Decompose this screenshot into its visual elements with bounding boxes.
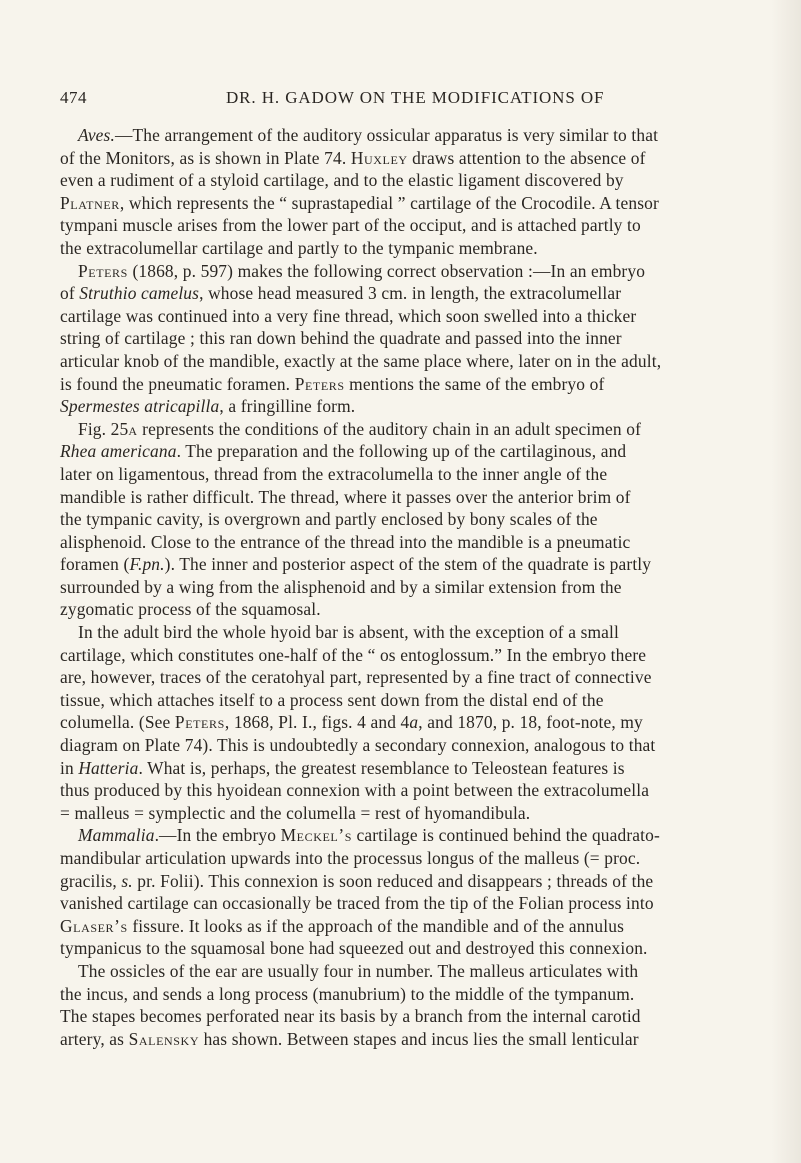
text-segment: vanished cartilage can occasionally be traced from the tip of the Folian process into xyxy=(60,893,654,914)
italic-text: Aves. xyxy=(78,125,115,145)
page-number: 474 xyxy=(60,88,87,107)
text-line xyxy=(60,824,795,847)
text-line xyxy=(60,260,795,283)
small-caps-name: Glaser’s xyxy=(60,915,128,936)
text-segment: , a fringilline form. xyxy=(219,396,356,417)
text-segment: , 1868, Pl. I., figs. 4 and 4 xyxy=(224,712,410,733)
text-segment: tympani muscle arises from the lower part of the occiput, and is attached partly to xyxy=(60,215,641,236)
italic-text: Struthio camelus xyxy=(79,283,200,304)
running-head: DR. H. GADOW ON THE MODIFICATIONS OF xyxy=(226,88,605,107)
text-segment: later on ligamentous, thread from the extracolumella to the inner angle of the xyxy=(60,463,608,484)
small-caps-name: Peters xyxy=(294,373,345,394)
text-line xyxy=(60,214,795,237)
text-segment: mentions the same of the embryo of xyxy=(344,373,605,394)
text-line xyxy=(60,553,795,576)
text-segment: foramen ( xyxy=(60,554,130,575)
text-line xyxy=(60,892,795,915)
text-segment: surrounded by a wing from the alisphenoid and by a similar extension from the xyxy=(60,576,622,597)
text-segment: The ossicles of the ear are usually four in number. The malleus articulates with xyxy=(78,960,639,981)
text-line xyxy=(60,395,795,418)
text-line xyxy=(60,689,795,712)
text-segment: of xyxy=(60,283,80,304)
text-line xyxy=(60,192,795,215)
text-line xyxy=(60,576,795,599)
small-caps-name: Huxley xyxy=(350,147,408,168)
text-segment: represents the conditions of the auditory chain in an adult specimen of xyxy=(137,418,642,439)
text-segment: columella. (See xyxy=(60,712,175,733)
text-segment: cartilage was continued into a very fine thread, which soon swelled into a thicker xyxy=(60,305,637,326)
text-segment: pr. Folii). This connexion is soon reduced and disappears ; threads of the xyxy=(132,870,654,891)
italic-text: Spermestes atricapilla xyxy=(60,396,220,417)
text-segment: of the Monitors, as is shown in Plate 74. xyxy=(60,147,351,168)
text-line xyxy=(60,734,795,757)
page-edge-shadow xyxy=(771,0,801,1163)
text-line xyxy=(60,960,795,983)
text-segment: gracilis, xyxy=(60,870,122,891)
text-segment: zygomatic process of the squamosal. xyxy=(60,599,321,620)
text-line xyxy=(60,666,795,689)
text-line xyxy=(60,305,795,328)
text-line xyxy=(60,1028,795,1051)
text-segment: draws attention to the absence of xyxy=(407,147,646,168)
text-segment: in xyxy=(60,757,79,778)
text-line xyxy=(60,147,795,170)
text-line xyxy=(60,847,795,870)
text-line xyxy=(60,282,795,305)
text-segment: are, however, traces of the ceratohyal part, represented by a fine tract of connective xyxy=(60,667,652,688)
text-line xyxy=(60,237,795,260)
small-caps-name: Meckel’s xyxy=(280,825,352,846)
italic-text: a xyxy=(409,712,419,733)
text-segment: (1868, p. 597) makes the following correct observation :—In an embryo xyxy=(127,260,646,281)
text-line xyxy=(60,711,795,734)
text-segment: the incus, and sends a long process (manubrium) to the middle of the tympanum. xyxy=(60,983,635,1004)
text-segment: , whose head measured 3 cm. in length, the extracolumellar xyxy=(199,283,622,304)
text-segment: the tympanic cavity, is overgrown and partly enclosed by bony scales of the xyxy=(60,509,598,530)
text-segment: fissure. It looks as if the approach of the mandible and of the annulus xyxy=(127,915,624,936)
text-line xyxy=(60,802,795,825)
text-segment: tympanicus to the squamosal bone had squeezed out and destroyed this connexion. xyxy=(60,938,648,959)
text-segment: has shown. Between stapes and incus lies the small lenticular xyxy=(199,1028,639,1049)
text-segment: .—In the embryo xyxy=(154,825,281,846)
text-segment: ). The inner and posterior aspect of the stem of the quadrate is partly xyxy=(164,554,652,575)
text-segment: Fig. 25 xyxy=(78,418,129,439)
small-caps-name: a xyxy=(128,418,138,439)
text-segment: cartilage is continued behind the quadrato- xyxy=(352,825,660,846)
text-segment: tissue, which attaches itself to a process sent down from the distal end of the xyxy=(60,689,604,710)
text-segment: . The preparation and the following up of the cartilaginous, and xyxy=(176,441,627,462)
small-caps-name: Salensky xyxy=(128,1028,200,1049)
text-segment: thus produced by this hyoidean connexion with a point between the extracolumella xyxy=(60,780,650,801)
text-segment: = malleus = symplectic and the columella = rest of hyomandibula. xyxy=(60,802,531,823)
text-line xyxy=(60,440,795,463)
text-line xyxy=(60,531,795,554)
text-segment: mandibular articulation upwards into the processus longus of the malleus (= proc. xyxy=(60,848,641,868)
text-line xyxy=(60,124,795,147)
text-line xyxy=(60,418,795,441)
text-segment: alisphenoid. Close to the entrance of the thread into the mandible is a pneumatic xyxy=(60,531,631,552)
text-line xyxy=(60,350,795,373)
text-line xyxy=(60,779,795,802)
text-segment: articular knob of the mandible, exactly at the same place where, later on in the adult, xyxy=(60,350,662,371)
text-line xyxy=(60,486,795,509)
text-segment: cartilage, which constitutes one-half of the “ os entoglossum.” In the embryo there xyxy=(60,644,647,665)
text-segment: string of cartilage ; this ran down behind the quadrate and passed into the inner xyxy=(60,328,622,349)
text-segment: is found the pneumatic foramen. xyxy=(60,373,295,394)
text-line xyxy=(60,983,795,1006)
italic-text: F.pn. xyxy=(129,554,165,575)
text-segment: —The arrangement of the auditory ossicular apparatus is very similar to that xyxy=(114,125,659,145)
small-caps-name: Platner xyxy=(60,192,120,213)
small-caps-name: Peters xyxy=(78,260,128,281)
text-line xyxy=(60,1005,795,1028)
text-segment: , which represents the “ suprastapedial ” cartilage of the Crocodile. A tensor xyxy=(119,192,659,213)
small-caps-name: Peters xyxy=(174,712,225,733)
text-segment: In the adult bird the whole hyoid bar is absent, with the exception of a small xyxy=(78,622,620,643)
text-segment: . What is, perhaps, the greatest resemblance to Teleostean features is xyxy=(138,757,625,778)
text-line xyxy=(60,870,795,893)
text-line xyxy=(60,621,795,644)
text-line xyxy=(60,937,795,960)
italic-text: s. xyxy=(121,870,133,891)
text-segment: The stapes becomes perforated near its basis by a branch from the internal carotid xyxy=(60,1006,641,1027)
text-segment: even a rudiment of a styloid cartilage, and to the elastic ligament discovered by xyxy=(60,170,624,191)
text-line xyxy=(60,169,795,192)
text-line xyxy=(60,598,795,621)
text-line xyxy=(60,644,795,667)
text-line xyxy=(60,915,795,938)
text-line xyxy=(60,327,795,350)
italic-text: Hatteria xyxy=(78,757,139,778)
text-line xyxy=(60,373,795,396)
italic-text: Rhea americana xyxy=(60,441,177,462)
text-segment: the extracolumellar cartilage and partly to the tympanic membrane. xyxy=(60,237,538,258)
body-text xyxy=(60,124,795,1050)
text-line xyxy=(60,757,795,780)
text-line xyxy=(60,508,795,531)
text-segment: mandible is rather difficult. The thread, where it passes over the anterior brim of xyxy=(60,486,631,507)
text-line xyxy=(60,463,795,486)
text-segment: artery, as xyxy=(60,1028,129,1049)
text-segment: diagram on Plate 74). This is undoubtedly a secondary connexion, analogous to that xyxy=(60,735,656,756)
italic-text: Mammalia xyxy=(78,825,155,846)
text-segment: , and 1870, p. 18, foot-note, my xyxy=(418,712,643,733)
